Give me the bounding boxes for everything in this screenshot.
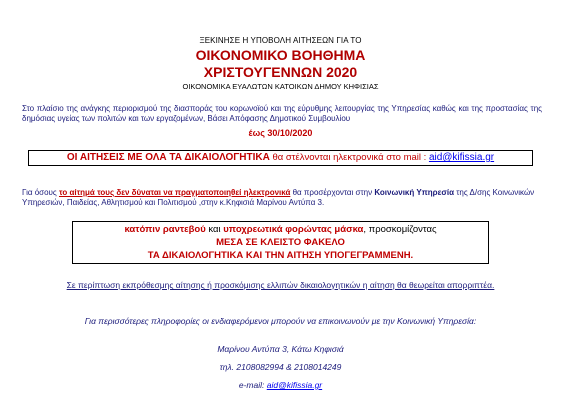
in-person-highlight: το αίτημά τους δεν δύναται να πραγματοποιηθεί ηλεκτρονικά	[58, 188, 291, 197]
email-link[interactable]: aid@kifissia.gr	[428, 152, 495, 163]
late-warning: Σε περίπτωση εκπρόθεσμης αίτησης ή προσκόμισης ελλιπών δικαιολογητικών η αίτηση θα θεωρείται απορριπτέα.	[66, 280, 495, 290]
contact-email-link[interactable]: aid@kifissia.gr	[266, 380, 323, 390]
envelope-line1	[73, 223, 488, 236]
subtitle: ΟΙΚΟΝΟΜΙΚΑ ΕΥΑΛΩΤΩΝ ΚΑΤΟΙΚΩΝ ΔΗΜΟΥ ΚΗΦΙΣΙΑΣ	[182, 82, 379, 91]
in-person-paragraph	[22, 188, 542, 208]
contact-address: Μαρίνου Αντύπα 3, Κάτω Κηφισιά	[217, 344, 344, 354]
and-text: και	[205, 224, 224, 235]
applications-box	[28, 150, 533, 166]
appointment-text: κατόπιν ραντεβού	[124, 224, 206, 235]
envelope-line2: ΜΕΣΑ ΣΕ ΚΛΕΙΣΤΟ ΦΑΚΕΛΟ	[216, 237, 345, 248]
envelope-box	[72, 221, 489, 264]
kicker-heading: ΞΕΚΙΝΗΣΕ Η ΥΠΟΒΟΛΗ ΑΙΤΗΣΕΩΝ ΓΙΑ ΤΟ	[199, 36, 362, 45]
in-person-rest: της Δ/σης Κοινωνικών Υπηρεσιών, Παιδείας, Αθλητισμού και Πολιτισμού ,στην κ.Κηφισιά Μαρίνου Αντύπα 3.	[22, 188, 535, 207]
contact-email-row	[0, 376, 561, 394]
deadline: έως 30/10/2020	[248, 128, 313, 138]
social-service: Κοινωνική Υπηρεσία	[374, 188, 455, 197]
mask-text: υποχρεωτικά φορώντας μάσκα	[223, 224, 364, 235]
bringing-text: , προσκομίζοντας	[363, 224, 437, 235]
applications-headline: ΟΙ ΑΙΤΗΣΕΙΣ ΜΕ ΟΛΑ ΤΑ ΔΙΚΑΙΟΛΟΓΗΤΙΚΑ	[66, 152, 270, 163]
intro-paragraph: Στο πλαίσιο της ανάγκης περιορισμού της διασποράς του κορωνοϊού και της εύρυθμης λειτουργίας της Υπηρεσίας καθώς και της προστασίας της δημόσιας υγείας των πολιτών και των εργαζομένων, Βάσει Απόφασης Δημοτικού Συμβουλίου	[22, 104, 542, 123]
envelope-line3: ΤΑ ΔΙΚΑΙΟΛΟΓΗΤΙΚΑ ΚΑΙ ΤΗΝ ΑΙΤΗΣΗ ΥΠΟΓΕΓΡΑΜΜΕΝΗ.	[147, 250, 414, 261]
in-person-middle: θα προσέρχονται στην	[290, 188, 375, 197]
info-line: Για περισσότερες πληροφορίες οι ενδιαφερόμενοι μπορούν να επικοινωνούν με την Κοινωνική Υπηρεσία:	[84, 316, 477, 326]
contact-phone: τηλ. 2108082994 & 2108014249	[219, 362, 342, 372]
contact-email-label: e-mail:	[238, 380, 267, 390]
applications-text: θα στέλνονται ηλεκτρονικά στο mail :	[269, 152, 429, 163]
main-title-line1: ΟΙΚΟΝΟΜΙΚΟ ΒΟΗΘΗΜΑ	[195, 47, 366, 63]
main-title-line2: ΧΡΙΣΤΟΥΓΕΝΝΩΝ 2020	[203, 64, 358, 80]
in-person-lead: Για όσους	[22, 188, 59, 197]
contact-block	[0, 340, 561, 394]
